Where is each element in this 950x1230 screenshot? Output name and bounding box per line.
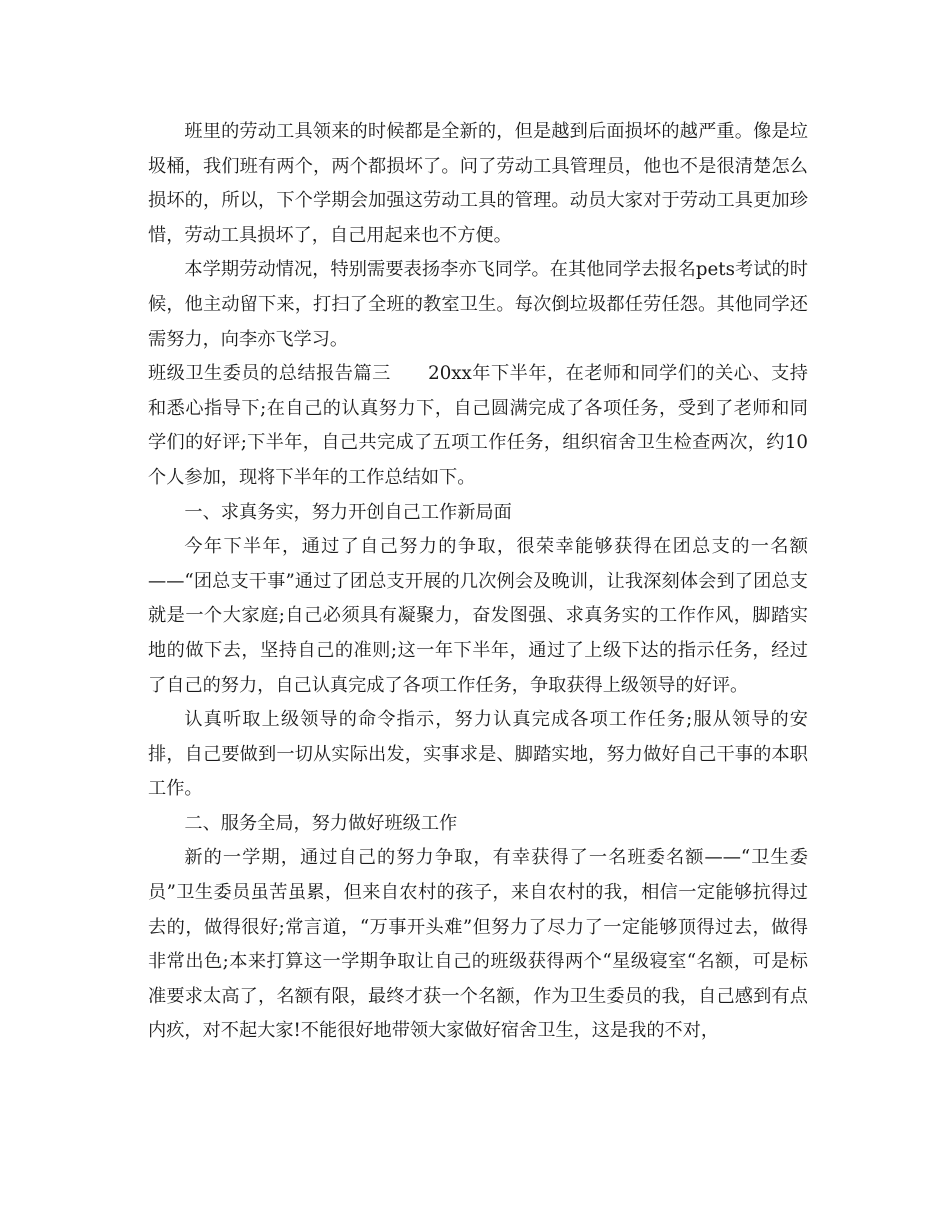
- document-body: [148, 115, 808, 1049]
- paragraph-hygiene-committee: 新的一学期，通过自己的努力争取，有幸获得了一名班委名额——“卫生委员”卫生委员虽苦虽累，但来自农村的孩子，来自农村的我，相信一定能够抗得过去的，做得很好;常言道，“万事开头难”但努力了尽力了一定能够顶得过去，做得非常出色;本来打算这一学期争取让自己的班级获得两个“星级寝室“名额，可是标准要求太高了，名额有限，最终才获一个名额，作为卫生委员的我，自己感到有点内疚，对不起大家!不能很好地带领大家做好宿舍卫生，这是我的不对，: [148, 847, 808, 1042]
- paragraph-league-officer: 今年下半年，通过了自己努力的争取，很荣幸能够获得在团总支的一名额——“团总支干事”通过了团总支开展的几次例会及晚训，让我深刻体会到了团总支就是一个大家庭;自己必须具有凝聚力，奋发图强、求真务实的工作作风，脚踏实地的做下去，坚持自己的准则;这一年下半年，通过了上级下达的指示任务，经过了自己的努力，自己认真完成了各项工作任务，争取获得上级领导的好评。: [148, 536, 808, 696]
- paragraph-praise-student: 本学期劳动情况，特别需要表扬李亦飞同学。在其他同学去报名pets考试的时候，他主动留下来，打扫了全班的教室卫生。每次倒垃圾都任劳任怨。其他同学还需努力，向李亦飞学习。: [148, 259, 808, 350]
- paragraph-report-intro: 班级卫生委员的总结报告篇三 20xx年下半年，在老师和同学们的关心、支持和悉心指导下;在自己的认真努力下，自己圆满完成了各项任务，受到了老师和同学们的好评;下半年，自己共完成了五项工作任务，组织宿舍卫生检查两次，约10个人参加，现将下半年的工作总结如下。: [148, 363, 808, 488]
- section-heading-2: 二、服务全局，努力做好班级工作: [184, 812, 458, 834]
- section-heading-1: 一、求真务实，努力开创自己工作新局面: [184, 501, 512, 523]
- paragraph-follow-instructions: 认真听取上级领导的命令指示，努力认真完成各项工作任务;服从领导的安排，自己要做到一切从实际出发，实事求是、脚踏实地，努力做好自己干事的本职工作。: [148, 709, 808, 800]
- paragraph-tools-damage: 班里的劳动工具领来的时候都是全新的，但是越到后面损坏的越严重。像是垃圾桶，我们班有两个，两个都损坏了。问了劳动工具管理员，他也不是很清楚怎么损坏的，所以，下个学期会加强这劳动工具的管理。动员大家对于劳动工具更加珍惜，劳动工具损坏了，自己用起来也不方便。: [148, 121, 808, 246]
